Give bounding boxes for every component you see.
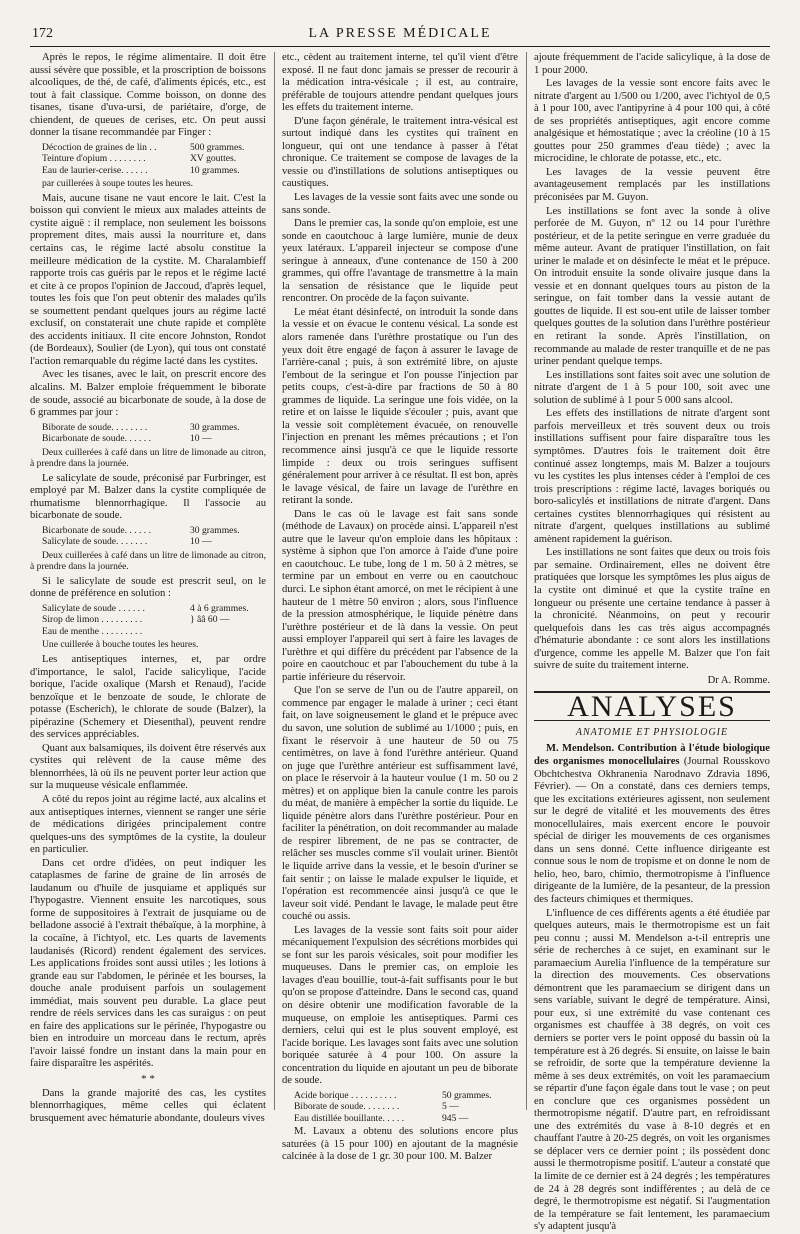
paragraph: D'une façon générale, le traitement intra-vésical est surtout indiqué dans les cystites qui traînent en longueur, qui ont une tendance à passer à l'état chronique. Ce traitement se compose de lavages de la vessie ou d'instillations de solutions antiseptiques ou caustiques. [282, 115, 518, 190]
formula-row: Bicarbonate de soude. . . . . . 30 grammes. [42, 524, 240, 536]
column-1 [30, 52, 266, 1124]
formula-row: Teinture d'opium . . . . . . . . XV gouttes. [42, 153, 237, 165]
paragraph: Mais, aucune tisane ne vaut encore le lait. C'est la boisson qui convient le mieux aux malades atteints de cystite aiguë : il remplace, non seulement les boissons proprement dites, mais aussi la nourriture et, dans certains cas, le régime lacté absolu constitue la meilleure médication de la cystite. M. Charalambieff rapporte trois cas guéris par le repos et le régime lacté et cite à ce propos l'opinion de Jaccoud, d'après lequel, toutes les fois que l'on peut obtenir des malades qu'ils se soumettent pendant quelques jours au régime lacté exclusif, on constaterait une chute rapide et complète des accidents initiaux. Il cite encore Johnston, Rondot (de Bordeaux), Soulier (de Lyon), qui tous ont constaté l'action remarquable du régime lacté dans les cystites. [30, 192, 266, 367]
formula-note: par cuillerées à soupe toutes les heures. [42, 178, 194, 190]
formula-row: Biborate de soude. . . . . . . . 5 — [294, 1101, 459, 1113]
prescription-formula [294, 1090, 518, 1125]
page-number: 172 [32, 26, 53, 41]
formula-note: Deux cuillerées à café dans un litre de limonade au citron, à prendre dans la journée. [30, 549, 266, 573]
section-separator: * * [141, 1073, 155, 1085]
column-2 [282, 52, 518, 1163]
paragraph: Dans la grande majorité des cas, les cystites blennorrhagiques, même celles qui éclatent brusquement avec hématurie abondante, douleurs vives [30, 1087, 266, 1124]
formula-note: Deux cuillerées à café dans un litre de limonade au citron, à prendre dans la journée. [30, 446, 266, 470]
formula-row: Eau de laurier-cerise. . . . . . 10 grammes. [42, 164, 240, 176]
formula-row: Sirop de limon . . . . . . . . . } ââ 60 — [42, 614, 230, 626]
paragraph: Que l'on se serve de l'un ou de l'autre appareil, on commence par engager le malade à uriner ; ceci étant fait, on lave soigneusement le gland et le prépuce avec du savon, une solution de sublimé au 1/1000 ; puis, en fixant le réservoir à une hauteur de 50 ou 75 centimètres, on lave à fond l'urèthre antérieur. Quand on juge que l'urèthre antérieur est suffisamment lavé, on place le réservoir à la hauteur voulue (1 m. 50 ou 2 mètres) et on applique bien la canule contre les parois du méat, de manière à empêcher la sortie du liquide. Le liquide pénètre alors dans l'urèthre postérieur. Pour en faciliter la pénétration, on doit recommander au malade de respirer librement, de ne pas se contracter, de relâcher ses muscles comme s'il voulait uriner. Bientôt le liquide arrive dans la vessie, et le besoin d'uriner se fait sentir ; on laisse le malade expulser le liquide, et l'opération est recommencée ainsi jusqu'à ce que le laveur soit vidé. Pendant le lavage, le malade peut être couché ou assis. [282, 685, 518, 923]
paragraph: A côté du repos joint au régime lacté, aux alcalins et aux antiseptiques internes, viennent se ranger une série de médications dirigées principalement contre quelques-uns des symptômes de la cystite, la douleur en particulier. [30, 793, 266, 856]
analyses-heading: ANALYSES [534, 691, 770, 721]
paragraph: Les lavages de la vessie sont encore faits avec le nitrate d'argent au 1/500 ou 1/200, avec l'ichtyol de 0,5 à 1 pour 100, avec l'antipyrine à 4 pour 100 qui, à côté de ses propriétés antiseptiques, agit encore comme analgésique et hémostatique ; avec la créoline (10 à 15 gouttes pour 250 grammes d'eau tiède) ; avec la microcidine, le chlorate de potasse, etc., etc. [534, 78, 770, 165]
paragraph: ajoute fréquemment de l'acide salicylique, à la dose de 1 pour 2000. [534, 52, 770, 76]
formula-row: Salicylate de soude. . . . . . . 10 — [42, 536, 212, 548]
page-header [30, 22, 770, 47]
prescription-formula [42, 525, 266, 548]
formula-row: Biborate de soude. . . . . . . . 30 grammes. [42, 421, 240, 433]
formula-row: Décoction de graines de lin . . 500 grammes. [42, 141, 245, 153]
paragraph: Les effets des instillations de nitrate d'argent sont parfois merveilleux et très souvent deux ou trois instillations suffisent pour faire disparaître tous les symptômes. D'autres fois le traitement doit être continué assez longtemps, mais M. Balzer a toujours vu les cystites les plus intenses céder à l'emploi de ces trois prescriptions : régime lacté, lavages boriqués ou boro-salicylés et instillations de nitrate d'argent. Dans certaines cystites blennorrhagiques qui résistent au nitrate d'argent, quelques instillations au sublimé amènent rapidement la guérison. [534, 408, 770, 545]
paragraph: Les lavages de la vessie peuvent être avantageusement remplacés par les instillations préconisées par M. Guyon. [534, 166, 770, 204]
paragraph: Les instillations ne sont faites que deux ou trois fois par semaine. Ordinairement, elles ne doivent être pratiquées que lorsque les symptômes les plus aigus de la cystite ont diminué et que la cystite traîne en longueur ou présente une certaine tendance à passer à la chronicité. Néanmoins, on peut y recourir quelquefois dans les cas très aigus accompagnés d'hématurie abondante : ce sont alors les instillations d'urgence, comme les appelle M. Balzer que l'on fait suivre de suite du traitement interne. [534, 547, 770, 672]
prescription-formula [42, 603, 266, 638]
paragraph: M. Mendelson. Contribution à l'étude biologique des organismes monocellulaires (Journal Rousskovo Obchtchestva Okhranenia Narodnavo Zdravia 1896, Février). — On a constaté, dans ces derniers temps, que les excitations extérieures agissent, non seulement sur le degré de vitalité et les mouvements des êtres monocellulaires, mais exercent encore le pouvoir spécial de diriger les mouvements de ces organismes dans un sens donné. Cette influence dirigeante est connue sous le nom de tropisme et on donne le nom de helio, heo, baro, chimio, thermotropisme à l'influence dirigeante de la lumière, de la pesanteur, de la pression des facteurs chimiques et thermiques. [534, 743, 770, 905]
paragraph: Les antiseptiques internes, et, par ordre d'importance, le salol, l'acide salicylique, l'acide borique, l'acide oxalique (Marsh et Renaud), l'acide benzoïque et le benzoate de soude, le chlorate de potasse (Escherich), le chlorate de soude (Balzer), la pipérazine (Schemery et Diesenthal), peuvent rendre des services appréciables. [30, 653, 266, 741]
paragraph: Les instillations se font avec la sonde à olive perforée de M. Guyon, nº 12 ou 14 pour l'urèthre postérieur, et de la petite seringue en verre graduée du même auteur. Avant de pratiquer l'instillation, on fait uriner le malade et on désinfecte le méat et le prépuce. On introduit ensuite la sonde olivaire jusque dans la vessie et en donnant quelques tours au piston de la seringue, on fait tomber dans la vessie autant de gouttes de liquide. Il est sou-ent utile de laisser tomber quelques gouttes de la solution dans l'urèthre postérieur en retirant la sonde. Après l'instillation, on recommande au malade de rester tranquille et de ne pas uriner pendant quelque temps. [534, 205, 770, 368]
formula-row: Eau distillée bouillante. . . . . 945 — [294, 1112, 469, 1124]
author-signature: Dr A. Romme. [707, 674, 770, 686]
paragraph: L'influence de ces différents agents a été étudiée par quelques auteurs, mais le thermotropisme est un fait peu connu ; aussi M. Mendelson a-t-il entrepris une série de recherches à ce sujet, en examinant sur le paramaecium Aurelia l'influence de la température sur la direction des mouvements. Ces observations démontrent que les paramaecium se dirigent dans un sens variable, suivant le degré de température. Ainsi, pour eux, si une extrémité du vase contenant ces organismes est chauffée à 38 degrés, on voit ces derniers se porter vers le point opposé du bassin où la température est à 26 degrés. Si ensuite, on laisse le bain se refroidir, de sorte que la température devienne la même à ses deux extrémités, on voit les paramaecium se répartir d'une façon égale dans tout le vase ; on peut en conclure que ces organismes possèdent un thermotropisme négatif. D'autre part, en refroidissant une des extrémités du vase à 8-10 degrés et en chauffant l'autre à 20-25 degrés, on voit les organismes se déplacer vers ce dernier point ; ils possèdent donc aussi le thermotropisme positif. L'auteur a constaté que la limite de ce dernier est à 24 degrés ; les températures de 24 à 28 degrés sont indifférentes ; au delà de ce degré, le thermotropisme est négatif. Si l'augmentation de la température se fait lentement, les paramaecium s'y adaptent jusqu'à [534, 907, 770, 1233]
paragraph: Le salicylate de soude, préconisé par Furbringer, est employé par M. Balzer dans la cystite compliquée de rhumatisme blennorrhagique. Il l'associe au bicarbonate de soude. [30, 472, 266, 522]
paragraph: etc., cèdent au traitement interne, tel qu'il vient d'être exposé. Il ne faut donc jamais se presser de recourir à la médication intra-vésicale ; il est, au contraire, préférable de toujours attendre pendant quelques jours les effets du traitement interne. [282, 52, 518, 114]
formula-row: Bicarbonate de soude. . . . . . 10 — [42, 433, 212, 445]
paragraph: Dans le premier cas, la sonde qu'on emploie, est une sonde en caoutchouc à large lumière, munie de deux yeux latéraux. L'appareil injecteur se compose d'une seringue à anneaux, d'une contenance de 150 à 200 grammes, qui offre l'avantage de transmettre à la main la sensation de résistance que le liquide peut rencontrer. On procède de la façon suivante. [282, 218, 518, 305]
formula-row: Eau de menthe . . . . . . . . . [42, 625, 143, 637]
paragraph: Après le repos, le régime alimentaire. Il doit être aussi sévère que possible, et la proscription de boissons alcooliques, de thé, de café, d'aliments épicés, etc., est tout à fait classique. Comme boisson, on donne des tisanes, tisane d'uva-ursi, de pariétaire, d'orge, de chiendent, de queues de cerises, etc. On peut aussi donner la tisane recommandée par Finger : [30, 52, 266, 139]
paragraph: Dans cet ordre d'idées, on peut indiquer les cataplasmes de farine de graine de lin arrosés de laudanum ou d'huile de jusquiame et appliqués sur l'hypogastre. Viennent ensuite les narcotiques, sous forme de suppositoires à l'extrait de jusquiame ou de belladone associé à l'extrait thébaïque, à la morphine, à la cocaïne, à l'ichtyol, etc. Les quarts de lavements laudanisés (Ricord) rendent également des services. Les applications froides sont aussi utiles ; les lotions à grande eau sur l'abdomen, le périnée et les bourses, la douche anale produisent parfois un soulagement immédiat, mais souvent peu durable. La glace peut rendre de réels services dans les cas suraigus : on peut en faire des applications sur le périnée, l'hypogastre ou bien en introduire un morceau dans le rectum, après l'avoir laissé fondre un instant dans la main pour en faire disparaître les aspérités. [30, 857, 266, 1070]
paragraph: Avec les tisanes, avec le lait, on prescrit encore des alcalins. M. Balzer emploie fréquemment le biborate de soude, associé au bicarbonate de soude, à la dose de 6 grammes par jour : [30, 369, 266, 419]
paragraph: Quant aux balsamiques, ils doivent être réservés aux cystites qui relèvent de la cause même des blennorrhées, là où ils ne peuvent porter leur action que sur la muqueuse vésicale enflammée. [30, 742, 266, 792]
formula-note: Une cuillerée à bouche toutes les heures. [42, 639, 199, 651]
paragraph: Les lavages de la vessie sont faits soit pour aider mécaniquement l'expulsion des sécrétions morbides qui se font sur les parois vésicales, soit pour modifier les muqueuses. Dans le premier cas, on emploie les lavages d'eau bouillie, tout-à-fait suffisants pour le but qu'on se propose d'atteindre. Dans le second cas, quand on désire obtenir une modification favorable de la muqueuse, on emploie les antiseptiques. Parmi ces derniers, celui qui est le plus souvent employé, est l'acide borique. Les lavages sont faits avec une solution boriquée saturée à 4 pour 100. On assure la concentration du liquide en ajoutant un peu de biborate de soude. [282, 924, 518, 1087]
column-divider [274, 52, 275, 1110]
formula-row: Salicylate de soude . . . . . . 4 à 6 grammes. [42, 602, 249, 614]
paragraph: Si le salicylate de soude est prescrit seul, on le donne de préférence en solution : [30, 575, 266, 600]
article-author: M. Mendelson. [546, 743, 615, 755]
paragraph: Les instillations sont faites soit avec une solution de nitrate d'argent de 1 à 5 pour 100, soit avec une solution de sublimé à 1 pour 5 000 sans alcool. [534, 369, 770, 406]
column-3 [534, 52, 770, 1233]
paragraph: M. Lavaux a obtenu des solutions encore plus saturées (à 15 pour 100) en ajoutant de la magnésie calcinée à la dose de 1 gr. 30 pour 100. M. Balzer [282, 1126, 518, 1163]
section-heading: ANATOMIE ET PHYSIOLOGIE [575, 726, 729, 738]
journal-title: LA PRESSE MÉDICALE [308, 26, 492, 41]
article-title: Contribution à l'étude biologique des organismes monocellulaires [534, 743, 770, 767]
formula-row: Acide borique . . . . . . . . . . 50 grammes. [294, 1089, 492, 1101]
column-divider [526, 52, 527, 1110]
paragraph: Les lavages de la vessie sont faits avec une sonde ou sans sonde. [282, 192, 518, 216]
prescription-formula [42, 142, 266, 177]
paragraph: Dans le cas où le lavage est fait sans sonde (méthode de Lavaux) on procède ainsi. L'appareil n'est autre que le laveur qu'on emploie dans les hôpitaux : système à siphon que l'on amorce à l'aide d'une poire en caoutchouc. Le tube, long de 1 m. 50 à 2 mètres, se termine par un embout en verre ou en caoutchouc durci. Le siphon étant amorcé, on met le récipient à une hauteur de 1 mètre 50 environ ; alors, sous l'influence de la pression atmosphérique, le liquide pénètre dans l'urèthre postérieur et de là dans la vessie. On peut aussi employer l'appareil qui sert à faire les lavages de l'urèthre et qui diffère du précédent par l'absence de la poire en caoutchouc et par l'abouchement du tube à la partie inférieure du réservoir. [282, 508, 518, 683]
paragraph: Le méat étant désinfecté, on introduit la sonde dans la vessie et on évacue le contenu vésical. La sonde est alors ramenée dans l'urèthre prostatique ou l'un des yeux doit être engagé de façon à assurer le lavage de l'arrière-canal ; puis, à son extrémité libre, on ajuste l'embout de la seringue et l'on pousse l'injection par petits coups, c'est-à-dire par fractions de 50 à 80 grammes de liquide. La seringue une fois vidée, on la retire et on laisse le liquide s'écouler ; puis, avant que la vessie soit complètement évacuée, on renouvelle l'injection en prenant les mêmes précautions ; et l'on recommence ainsi jusqu'à ce que le liquide ressorte limpide : deux ou trois seringues suffisent généralement pour arriver à ce résultat. Il est bon, après le lavage vésical, de faire un lavage de l'urèthre en retirant la sonde. [282, 306, 518, 507]
prescription-formula [42, 422, 266, 445]
